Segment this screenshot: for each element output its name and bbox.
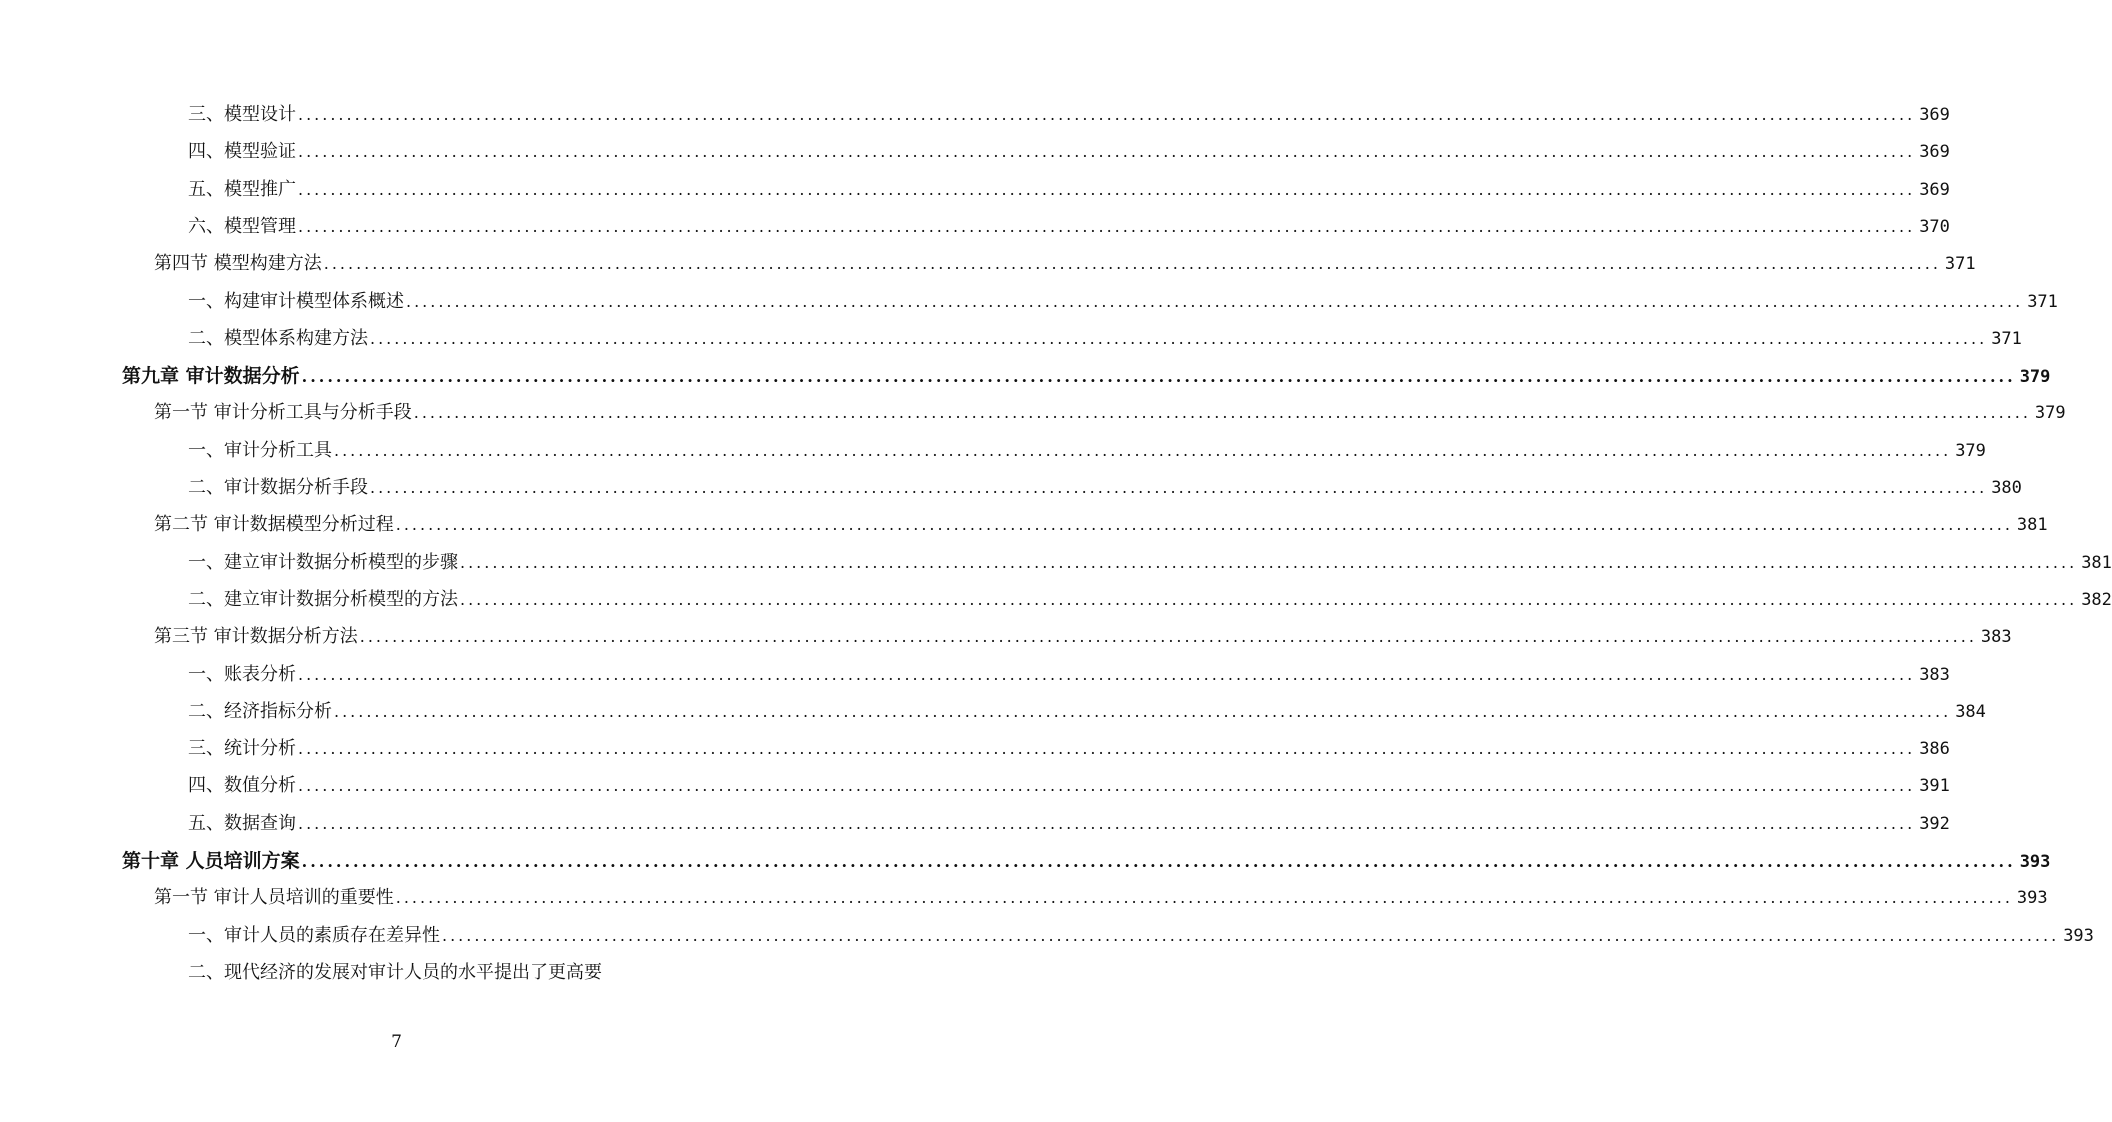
page-number: 7 [391, 1032, 402, 1052]
toc-leader-dots: ........................................................................................................................................................................................................ [334, 701, 1952, 721]
toc-item-entry [188, 660, 1950, 690]
toc-entry-page: 380 [1991, 478, 2022, 498]
toc-item-entry [188, 548, 2112, 578]
toc-entry-page: 382 [2081, 589, 2112, 610]
toc-entry-page: 371 [1944, 254, 1976, 275]
toc-item-entry [188, 100, 1950, 130]
toc-entry-title: 四、模型验证 [188, 141, 296, 163]
toc-entry-title: 一、审计人员的素质存在差异性 [188, 924, 440, 946]
toc-entry-page: 383 [1980, 627, 2012, 648]
toc-leader-dots: ........................................................................................................................................................................................................ [460, 589, 2078, 609]
toc-entry-title: 第一节 审计人员培训的重要性 [154, 887, 394, 909]
toc-entry-title: 二、建立审计数据分析模型的方法 [188, 588, 458, 610]
toc-entry-page: 383 [1919, 664, 1950, 685]
toc-entry-title: 五、模型推广 [188, 178, 296, 200]
toc-entry-page: 379 [1955, 440, 1986, 461]
toc-entry-title: 第二节 审计数据模型分析过程 [154, 514, 394, 536]
toc-section-entry [154, 398, 2066, 428]
toc-chapter-entry [122, 846, 2051, 876]
toc-item-entry [188, 137, 1950, 167]
toc-leader-dots: ........................................................................................................................................................................................................ [298, 739, 1916, 759]
toc-item-entry [188, 175, 1950, 205]
toc-item-entry [188, 212, 1950, 242]
toc-leader-dots: ........................................................................................................................................................................................................ [406, 291, 2024, 311]
toc-section-entry [154, 622, 2012, 652]
toc-leader-dots: ........................................................................................................................................................................................................ [334, 440, 1952, 460]
toc-entry-title: 第四节 模型构建方法 [154, 253, 322, 275]
toc-entry-page: 393 [2063, 925, 2094, 946]
toc-section-entry [154, 883, 2048, 913]
toc-leader-dots: ........................................................................................................................................................................................................ [323, 254, 1941, 274]
toc-entry-page: 386 [1919, 739, 1950, 760]
toc-item-entry [188, 324, 2022, 354]
toc-section-entry [154, 249, 1976, 279]
toc-leader-dots: ........................................................................................................................................................................................................ [301, 852, 2016, 871]
toc-entry-title: 二、模型体系构建方法 [188, 327, 368, 349]
toc-entry-title: 一、建立审计数据分析模型的步骤 [188, 551, 458, 573]
toc-leader-dots: ........................................................................................................................................................................................................ [298, 216, 1916, 236]
toc-entry-page: 384 [1955, 701, 1986, 722]
toc-leader-dots: ........................................................................................................................................................................................................ [370, 328, 1988, 348]
toc-leader-dots: ........................................................................................................................................................................................................ [460, 552, 2078, 572]
toc-leader-dots: ........................................................................................................................................................................................................ [301, 367, 2016, 387]
toc-entry-page: 393 [2019, 852, 2051, 872]
toc-leader-dots: ........................................................................................................................................................................................................ [298, 142, 1916, 162]
toc-item-entry [188, 585, 2112, 615]
toc-entry-title: 四、数值分析 [188, 775, 296, 797]
toc-entry-page: 379 [2019, 367, 2051, 388]
toc-entry-title: 第十章 人员培训方案 [122, 850, 300, 872]
toc-entry-title: 二、审计数据分析手段 [188, 477, 368, 498]
toc-item-entry [188, 697, 1986, 727]
toc-item-entry [188, 734, 1950, 764]
toc-entry-title: 三、模型设计 [188, 104, 296, 125]
toc-item-entry [188, 809, 1950, 839]
toc-entry-title: 第九章 审计数据分析 [122, 365, 300, 388]
toc-entry-title: 第一节 审计分析工具与分析手段 [154, 402, 412, 424]
toc-entry-page: 381 [2016, 515, 2048, 536]
toc-entry-page: 371 [2027, 291, 2058, 312]
toc-entry-title: 一、构建审计模型体系概述 [188, 290, 404, 312]
toc-entry-page: 381 [2081, 552, 2112, 573]
toc-item-entry [188, 287, 2058, 317]
toc-leader-dots: ........................................................................................................................................................................................................ [395, 515, 2013, 535]
toc-leader-dots: ........................................................................................................................................................................................................ [395, 888, 2013, 908]
toc-item-entry [188, 958, 673, 988]
toc-entry-title: 第三节 审计数据分析方法 [154, 626, 358, 648]
toc-entry-title: 二、现代经济的发展对审计人员的水平提出了更高要 [188, 961, 602, 983]
toc-entry-page: 371 [1991, 328, 2022, 349]
toc-leader-dots: ........................................................................................................................................................................................................ [442, 925, 2060, 945]
toc-entry-page: 393 [2016, 888, 2048, 909]
toc-entry-title: 二、经济指标分析 [188, 700, 332, 722]
toc-entry-title: 六、模型管理 [188, 215, 296, 237]
toc-chapter-entry [122, 361, 2051, 391]
toc-entry-page: 379 [2034, 403, 2066, 424]
toc-entry-page: 369 [1919, 142, 1950, 163]
toc-section-entry [154, 510, 2048, 540]
toc-item-entry [188, 921, 2094, 951]
toc-entry-title: 三、统计分析 [188, 738, 296, 760]
toc-entry-page: 392 [1919, 813, 1950, 834]
toc-entry-page: 391 [1919, 776, 1950, 797]
toc-entry-title: 五、数据查询 [188, 812, 296, 834]
toc-leader-dots: ........................................................................................................................................................................................................ [298, 813, 1916, 833]
toc-entry-title: 一、审计分析工具 [188, 439, 332, 461]
toc-leader-dots: ........................................................................................................................................................................................................ [298, 105, 1916, 124]
toc-leader-dots: ........................................................................................................................................................................................................ [298, 179, 1916, 199]
toc-item-entry [188, 473, 2022, 503]
toc-item-entry [188, 771, 1950, 801]
toc-leader-dots: ........................................................................................................................................................................................................ [413, 403, 2031, 423]
toc-item-entry [188, 436, 1986, 466]
toc-entry-page: 369 [1919, 105, 1950, 125]
toc-entry-page: 370 [1919, 216, 1950, 237]
toc-leader-dots: ........................................................................................................................................................................................................ [298, 776, 1916, 796]
toc-entry-title: 一、账表分析 [188, 663, 296, 685]
toc-leader-dots: ........................................................................................................................................................................................................ [359, 627, 1977, 647]
toc-leader-dots: ........................................................................................................................................................................................................ [298, 664, 1916, 684]
toc-entry-page: 369 [1919, 179, 1950, 200]
toc-leader-dots: ........................................................................................................................................................................................................ [370, 478, 1988, 497]
